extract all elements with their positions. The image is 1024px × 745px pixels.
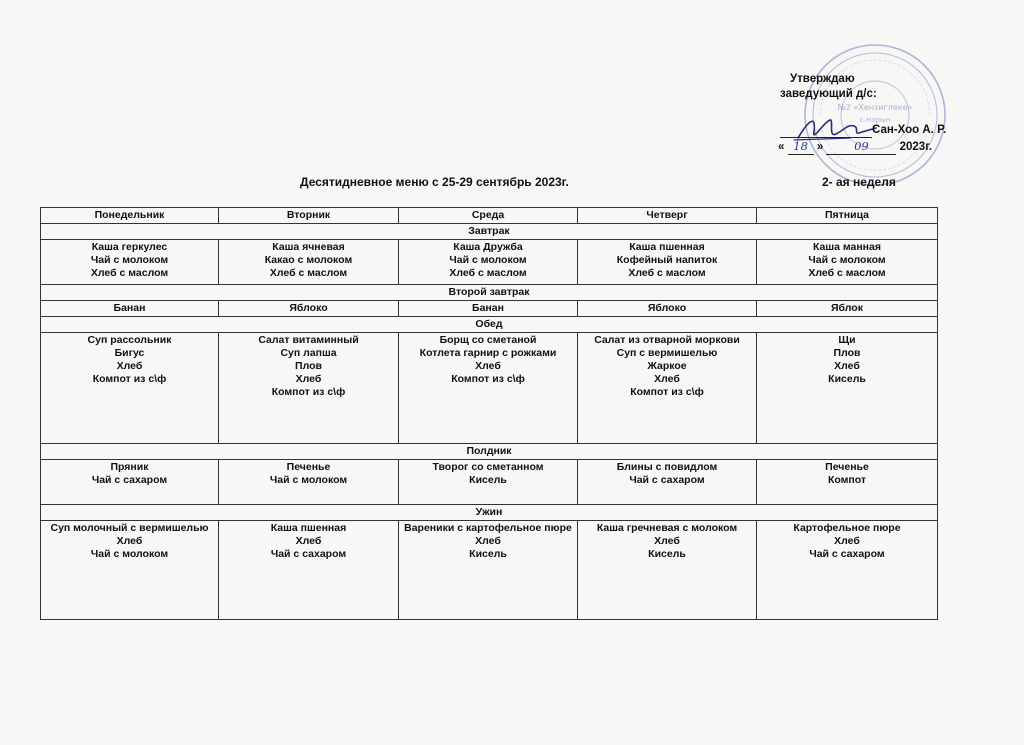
meal-row [41, 460, 938, 505]
meal-row [41, 333, 938, 444]
dish-item: Чай с молоком [90, 548, 169, 560]
menu-cell [219, 240, 399, 285]
dish-item: Хлеб с маслом [449, 267, 527, 279]
menu-table [40, 207, 938, 620]
dish-item: Печенье [825, 461, 869, 473]
dish-item: Хлеб [834, 360, 860, 372]
dish-item: Хлеб [654, 373, 680, 385]
meal-row [41, 301, 938, 317]
dish-item: Каша пшенная [270, 522, 347, 534]
meal-section-title: Второй завтрак [41, 285, 938, 301]
signature-underline [780, 126, 872, 138]
menu-cell [757, 240, 938, 285]
head-role-label: заведующий д/с: [780, 88, 877, 100]
dish-item: Хлеб [654, 535, 680, 547]
dish-item: Чай с молоком [449, 254, 527, 266]
approval-date [778, 139, 932, 155]
dish-item: Салат из отварной моркови [594, 334, 740, 346]
meal-row [41, 521, 938, 620]
menu-body [41, 224, 938, 620]
svg-text:с.Нарын: с.Нарын [859, 116, 891, 124]
dish-item: Творог со сметанном [432, 461, 544, 473]
meal-row [41, 240, 938, 285]
dish-item: Хлеб с маслом [628, 267, 706, 279]
dish-item: Банан [472, 302, 504, 314]
menu-cell [41, 301, 219, 317]
dish-item: Суп молочный с вермишелью [50, 522, 209, 534]
dish-item: Хлеб [116, 360, 143, 372]
dish-item: Компот [827, 474, 867, 486]
head-name: Сан-Хоо А. Р. [872, 124, 947, 136]
dish-item: Кисель [828, 373, 866, 385]
dish-item: Каша ячневая [272, 241, 345, 253]
week-label: 2- ая неделя [822, 175, 896, 189]
dish-item: Картофельное пюре [793, 522, 901, 534]
menu-cell [578, 521, 757, 620]
dish-item: Каша Дружба [453, 241, 523, 253]
dish-item: Чай с сахаром [91, 474, 168, 486]
menu-cell [219, 333, 399, 444]
days-header-row [41, 208, 938, 224]
dish-item: Хлеб [834, 535, 860, 547]
dish-item: Какао с молоком [264, 254, 353, 266]
menu-cell [41, 333, 219, 444]
menu-cell [578, 333, 757, 444]
dish-item: Компот из с\ф [451, 373, 525, 385]
dish-item: Яблок [831, 302, 863, 314]
dish-item: Кисель [469, 548, 507, 560]
dish-item: Хлеб с маслом [90, 267, 169, 279]
dish-item: Хлеб [475, 360, 501, 372]
date-day: 18 [788, 139, 814, 155]
dish-item: Блины с повидлом [616, 461, 718, 473]
dish-item: Чай с молоком [90, 254, 169, 266]
menu-cell [399, 521, 578, 620]
dish-item: Хлеб [295, 373, 322, 385]
meal-section-row [41, 285, 938, 301]
dish-item: Суп рассольник [87, 334, 172, 346]
dish-item: Салат витаминный [258, 334, 359, 346]
menu-cell [757, 333, 938, 444]
date-month: 09 [826, 139, 896, 155]
date-open-quote: « [778, 141, 785, 153]
dish-item: Чай с молоком [269, 474, 348, 486]
menu-cell [41, 240, 219, 285]
dish-item: Хлеб с маслом [269, 267, 348, 279]
dish-item: Плов [295, 360, 322, 372]
meal-section-title: Завтрак [41, 224, 938, 240]
dish-item: Бигус [114, 347, 145, 359]
day-header: Понедельник [41, 208, 219, 224]
page-title: Десятидневное меню с 25-29 сентябрь 2023г. [300, 175, 569, 189]
signature-line [780, 123, 960, 138]
menu-cell [399, 333, 578, 444]
menu-cell [399, 301, 578, 317]
menu-cell [219, 521, 399, 620]
dish-item: Каша манная [812, 241, 881, 253]
dish-item: Хлеб [475, 535, 501, 547]
dish-item: Котлета гарнир с рожками [419, 347, 557, 359]
menu-cell [399, 460, 578, 505]
meal-section-title: Ужин [41, 505, 938, 521]
menu-cell [399, 240, 578, 285]
approve-label: Утверждаю [790, 73, 855, 85]
menu-cell [757, 521, 938, 620]
menu-cell [41, 521, 219, 620]
dish-item: Печенье [286, 461, 331, 473]
dish-item: Суп лапша [280, 347, 337, 359]
meal-section-row [41, 317, 938, 333]
dish-item: Пряник [110, 461, 149, 473]
dish-item: Компот из с\ф [630, 386, 704, 398]
dish-item: Яблоко [647, 302, 687, 314]
svg-text:№2 «Хензиглеке»: №2 «Хензиглеке» [837, 103, 913, 112]
meal-section-row [41, 224, 938, 240]
dish-item: Компот из с\ф [271, 386, 346, 398]
day-header: Среда [399, 208, 578, 224]
menu-cell [219, 301, 399, 317]
meal-section-row [41, 444, 938, 460]
dish-item: Компот из с\ф [92, 373, 167, 385]
menu-cell [41, 460, 219, 505]
menu-cell [578, 460, 757, 505]
dish-item: Кисель [648, 548, 686, 560]
menu-cell [578, 240, 757, 285]
menu-cell [757, 460, 938, 505]
dish-item: Чай с молоком [808, 254, 886, 266]
day-header: Вторник [219, 208, 399, 224]
meal-section-row [41, 505, 938, 521]
dish-item: Плов [833, 347, 861, 359]
dish-item: Чай с сахаром [629, 474, 705, 486]
dish-item: Борщ со сметаной [439, 334, 537, 346]
dish-item: Кофейный напиток [616, 254, 718, 266]
dish-item: Каша гречневая с молоком [596, 522, 738, 534]
menu-cell [578, 301, 757, 317]
meal-section-title: Полдник [41, 444, 938, 460]
day-header: Пятница [757, 208, 938, 224]
dish-item: Банан [113, 302, 146, 314]
dish-item: Чай с сахаром [270, 548, 347, 560]
dish-item: Жаркое [647, 360, 687, 372]
dish-item: Хлеб [116, 535, 143, 547]
dish-item: Вареники с картофельное пюре [404, 522, 572, 534]
dish-item: Хлеб с маслом [808, 267, 886, 279]
dish-item: Суп с вермишелью [616, 347, 718, 359]
day-header: Четверг [578, 208, 757, 224]
dish-item: Чай с сахаром [809, 548, 885, 560]
dish-item: Хлеб [295, 535, 322, 547]
date-close-quote: » [816, 141, 824, 153]
dish-item: Щи [838, 334, 856, 346]
meal-section-title: Обед [41, 317, 938, 333]
dish-item: Кисель [469, 474, 507, 486]
menu-cell [219, 460, 399, 505]
date-year: 2023г. [899, 141, 933, 153]
menu-cell [757, 301, 938, 317]
dish-item: Каша геркулес [91, 241, 168, 253]
dish-item: Яблоко [289, 302, 328, 314]
dish-item: Каша пшенная [629, 241, 705, 253]
